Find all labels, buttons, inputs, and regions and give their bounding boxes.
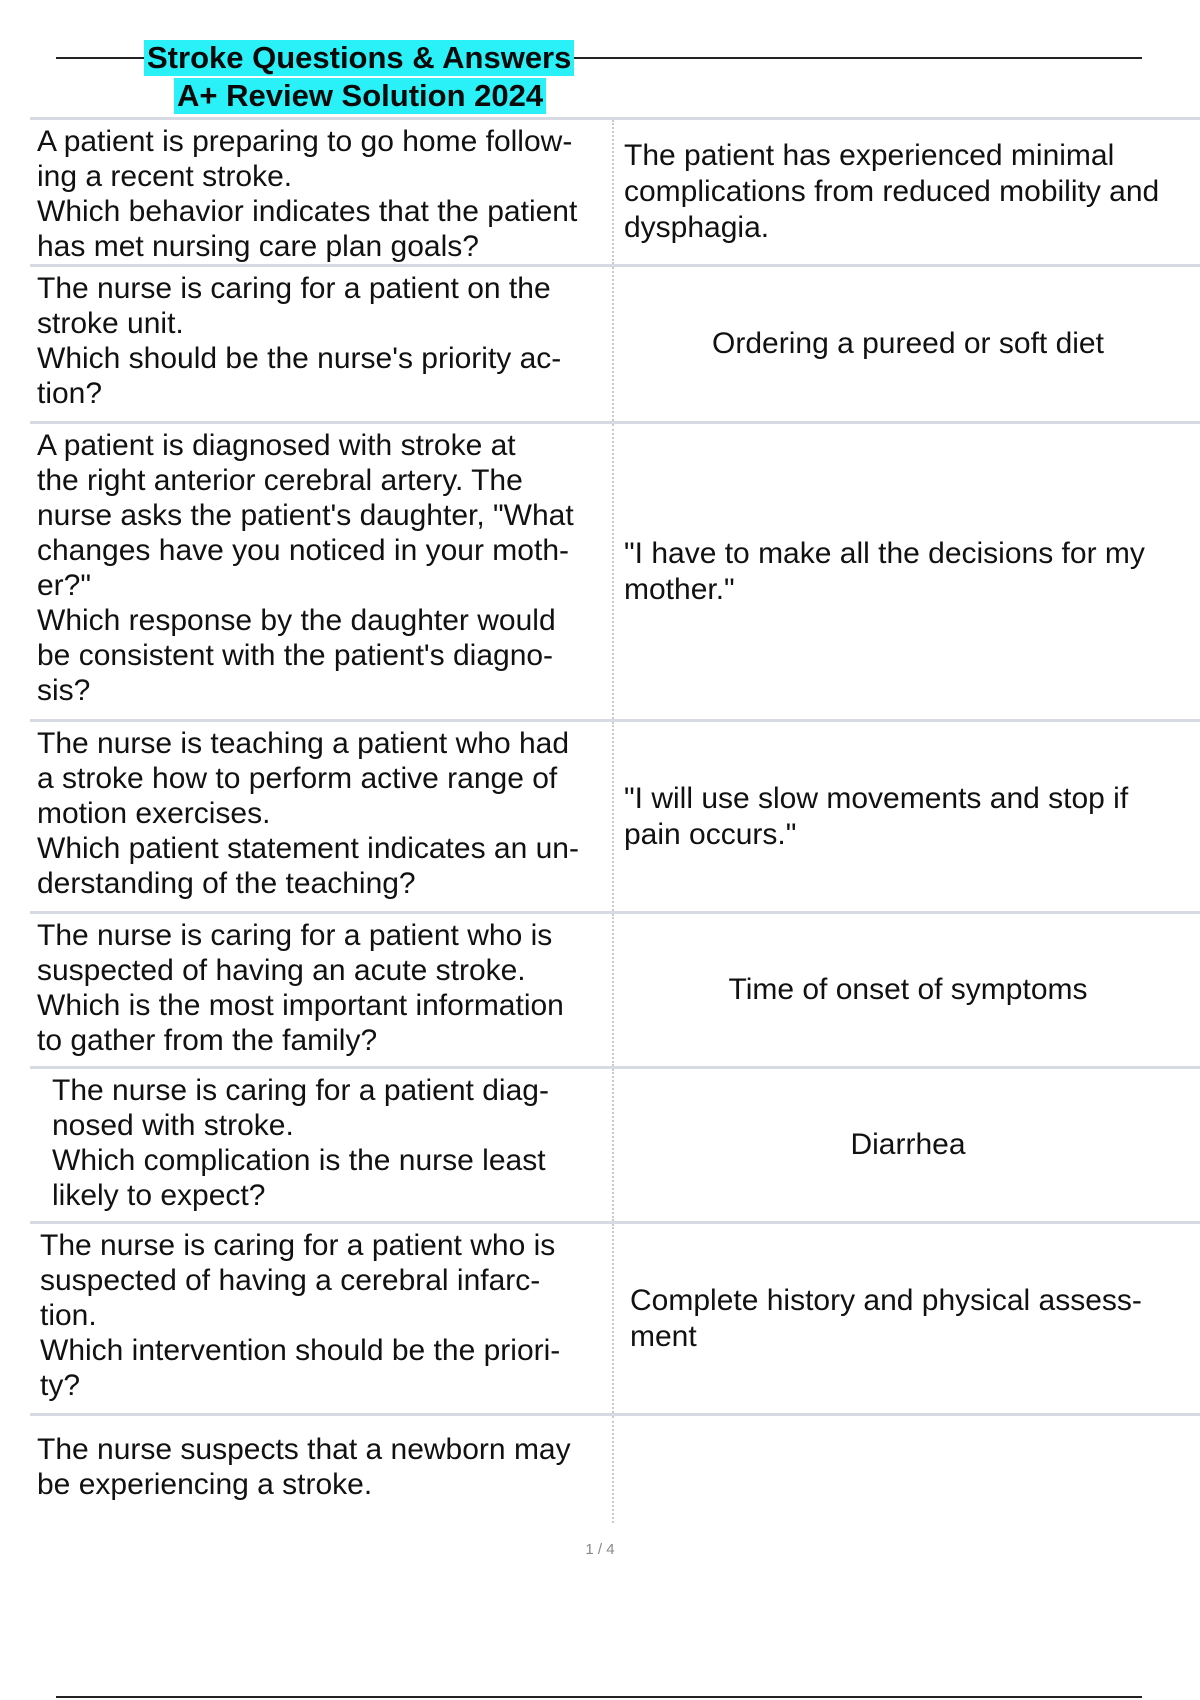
footer-rule: [56, 1696, 1142, 1698]
question-line: a stroke how to perform active range of: [37, 762, 558, 795]
qa-table: [30, 117, 1200, 1523]
answer-cell: [614, 424, 1200, 719]
question-line: The nurse is caring for a patient diag-: [52, 1074, 549, 1107]
question-line: has met nursing care plan goals?: [37, 230, 479, 263]
question-line: A patient is preparing to go home follow-: [37, 125, 573, 158]
qa-row-2: [30, 264, 1200, 421]
qa-row-7: [30, 1221, 1200, 1413]
question-line: Which patient statement indicates an un-: [37, 832, 579, 865]
question-cell: [30, 722, 614, 911]
answer-line: complications from reduced mobility and: [624, 175, 1160, 208]
question-cell: [30, 1224, 614, 1413]
answer-cell: [614, 722, 1200, 911]
question-cell: [30, 424, 614, 719]
document-header: [0, 0, 1200, 118]
question-line: tion?: [37, 377, 103, 410]
answer-line: "I will use slow movements and stop if: [624, 781, 1129, 815]
question-line: Which complication is the nurse least: [52, 1144, 546, 1177]
qa-row-3: [30, 421, 1200, 719]
answer-line: pain occurs.": [624, 817, 797, 851]
question-cell: [30, 914, 614, 1066]
answer-cell: [614, 1224, 1200, 1413]
document-title-line-1: Stroke Questions & Answers: [144, 40, 574, 76]
question-line: likely to expect?: [52, 1179, 266, 1212]
question-cell: [30, 267, 614, 421]
answer-cell: [614, 267, 1200, 421]
question-line: be experiencing a stroke.: [37, 1468, 373, 1501]
question-line: A patient is diagnosed with stroke at: [37, 429, 516, 462]
question-line: nosed with stroke.: [52, 1109, 294, 1142]
answer-line: mother.": [624, 572, 735, 606]
qa-row-5: [30, 911, 1200, 1066]
question-line: Which should be the nurse's priority ac-: [37, 342, 562, 375]
answer-line: Ordering a pureed or soft diet: [712, 327, 1104, 360]
question-line: er?": [37, 569, 92, 602]
page-indicator: 1 / 4: [585, 1541, 615, 1558]
question-line: tion.: [40, 1299, 97, 1332]
question-line: nurse asks the patient's daughter, "What: [37, 499, 574, 532]
answer-line: dysphagia.: [624, 211, 770, 244]
question-line: ty?: [40, 1369, 81, 1402]
answer-line: The patient has experienced minimal: [624, 139, 1115, 172]
question-cell: [30, 1416, 614, 1523]
question-line: The nurse is caring for a patient who is: [40, 1229, 556, 1262]
document-title-line-2: A+ Review Solution 2024: [174, 78, 546, 114]
question-line: Which behavior indicates that the patient: [37, 195, 578, 228]
question-line: sis?: [37, 674, 91, 707]
answer-cell: [614, 1416, 1200, 1523]
answer-line: Complete history and physical assess-: [630, 1283, 1142, 1317]
qa-row-4: [30, 719, 1200, 911]
qa-row-1: [30, 117, 1200, 264]
question-line: to gather from the family?: [37, 1024, 378, 1057]
question-line: The nurse suspects that a newborn may: [37, 1433, 571, 1466]
question-line: The nurse is caring for a patient on the: [37, 272, 551, 305]
question-line: The nurse is teaching a patient who had: [37, 727, 570, 760]
answer-line: ment: [630, 1319, 697, 1353]
question-line: derstanding of the teaching?: [37, 867, 416, 900]
question-line: motion exercises.: [37, 797, 271, 830]
answer-line: "I have to make all the decisions for my: [624, 536, 1145, 570]
qa-row-8: [30, 1413, 1200, 1523]
question-line: the right anterior cerebral artery. The: [37, 464, 523, 497]
question-line: suspected of having an acute stroke.: [37, 954, 526, 987]
question-line: Which intervention should be the priori-: [40, 1334, 561, 1367]
question-line: The nurse is caring for a patient who is: [37, 919, 553, 952]
question-line: changes have you noticed in your moth-: [37, 534, 569, 567]
question-line: stroke unit.: [37, 307, 184, 340]
question-line: be consistent with the patient's diagno-: [37, 639, 554, 672]
qa-row-6: [30, 1066, 1200, 1221]
question-line: ing a recent stroke.: [37, 160, 293, 193]
question-line: Which response by the daughter would: [37, 604, 556, 637]
question-line: Which is the most important information: [37, 989, 564, 1022]
question-cell: [30, 1069, 614, 1221]
answer-cell: [614, 1069, 1200, 1221]
answer-cell: [614, 120, 1200, 264]
answer-line: Time of onset of symptoms: [728, 973, 1088, 1006]
question-cell: [30, 120, 614, 264]
question-line: suspected of having a cerebral infarc-: [40, 1264, 541, 1297]
answer-cell: [614, 914, 1200, 1066]
answer-line: Diarrhea: [850, 1128, 966, 1161]
